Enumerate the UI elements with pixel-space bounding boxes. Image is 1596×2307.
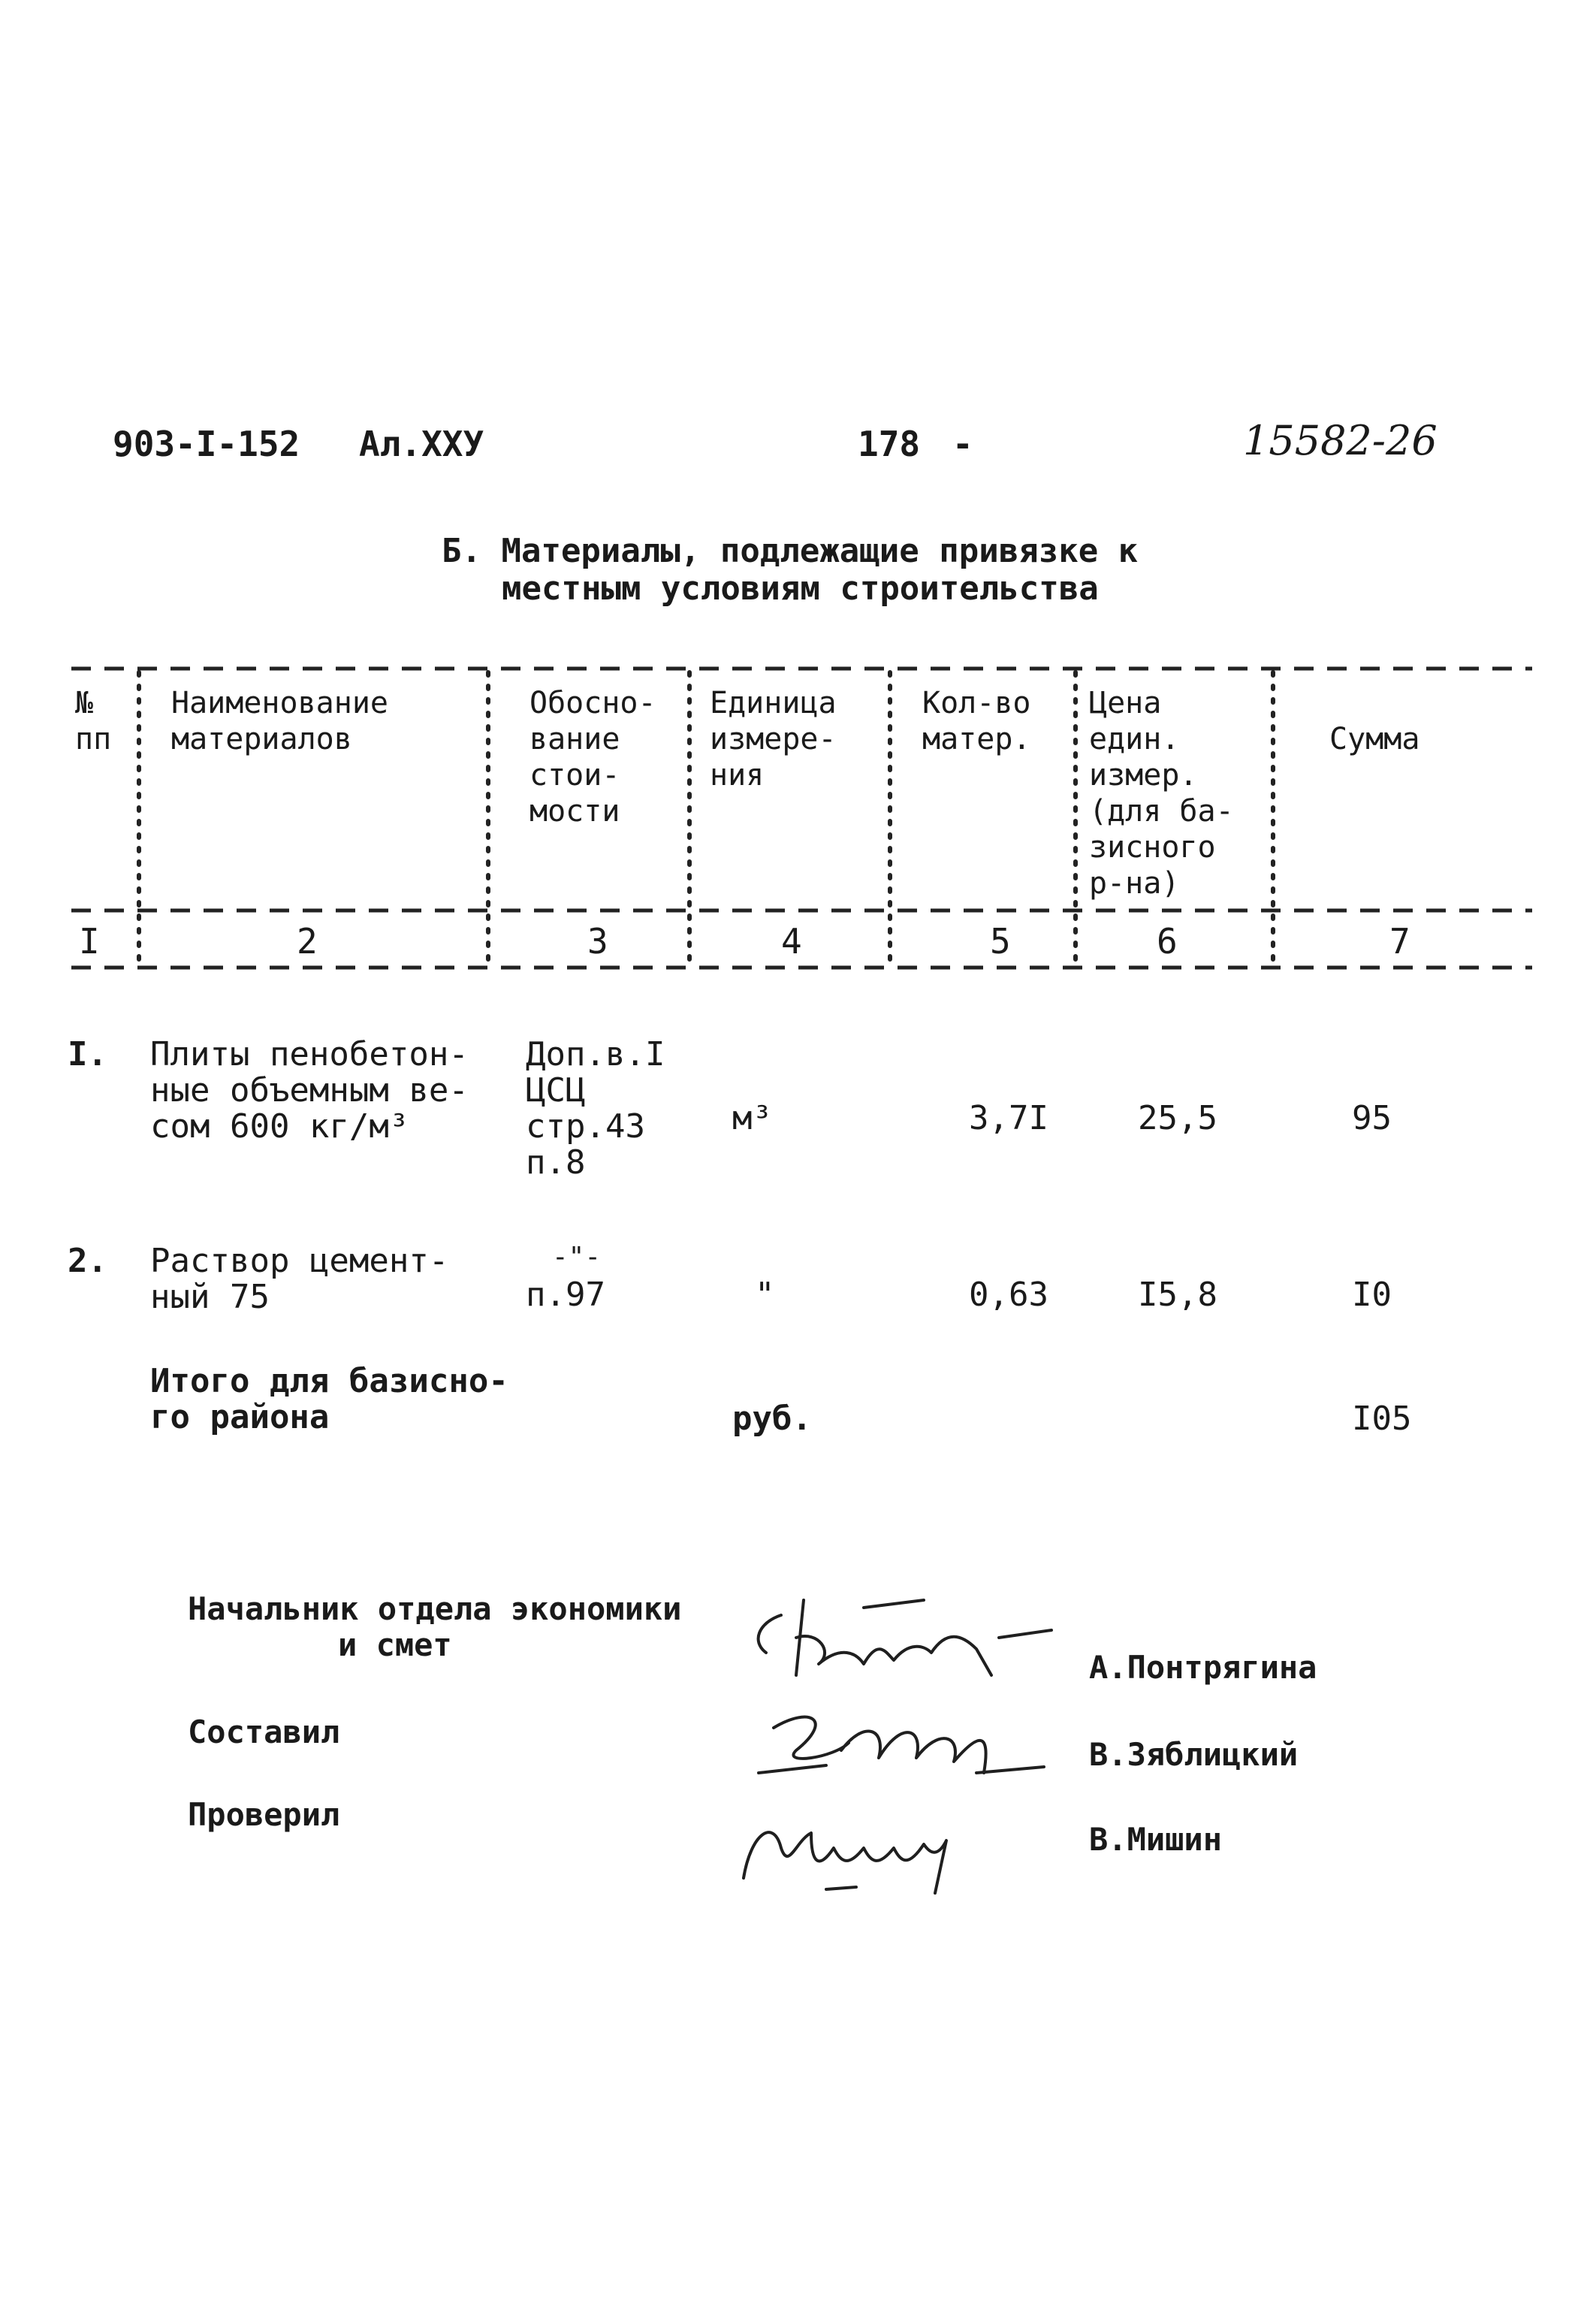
- ditto-mark: -"-: [552, 1242, 602, 1273]
- header-dash: -: [952, 424, 973, 464]
- col-header-basis: Обосно- вание стои- мости: [529, 686, 656, 829]
- col-number-6: 6: [1157, 921, 1178, 962]
- row-number: I.: [68, 1035, 107, 1073]
- doc-code: 903-I-152: [113, 424, 300, 464]
- col-header-number: № пп: [75, 686, 112, 756]
- col-header-sum: Сумма: [1329, 722, 1420, 756]
- unit-price: 25,5: [1138, 1099, 1217, 1137]
- material-name: Раствор цемент- ный 75: [150, 1242, 449, 1316]
- signer-role: Составил: [188, 1714, 340, 1750]
- cost-basis: п.97: [526, 1276, 605, 1314]
- sum: 95: [1352, 1099, 1392, 1137]
- quantity: 3,7I: [969, 1099, 1048, 1137]
- col-number-4: 4: [781, 921, 802, 962]
- col-header-unit-price: Цена един. измер. (для ба- зисного р-на): [1089, 686, 1234, 901]
- total-unit: руб.: [732, 1400, 812, 1438]
- cost-basis: Доп.в.I ЦСЦ стр.43 п.8: [526, 1035, 665, 1182]
- signature-mishin: [744, 1832, 946, 1893]
- col-header-quantity: Кол-во матер.: [922, 686, 1031, 756]
- quantity: 0,63: [969, 1276, 1048, 1314]
- col-number-2: 2: [297, 921, 318, 962]
- col-number-1: I: [79, 921, 100, 962]
- total-label: Итого для базисно- го района: [150, 1362, 508, 1436]
- unit-price: I5,8: [1138, 1276, 1217, 1314]
- row-number: 2.: [68, 1242, 107, 1280]
- inventory-number: 15582-26: [1243, 417, 1438, 464]
- section-title-line2: местным условиям строительства: [502, 569, 1099, 608]
- section-title-line1: Б. Материалы, подлежащие привязке к: [442, 532, 1139, 570]
- page-number: 178: [858, 424, 921, 464]
- col-header-unit: Единица измере- ния: [710, 686, 837, 793]
- album-number: Ал.XXУ: [359, 424, 484, 464]
- signature-pontryagina: [759, 1600, 1051, 1675]
- signer-role: Проверил: [188, 1796, 340, 1833]
- col-number-7: 7: [1389, 921, 1410, 962]
- signer-role: Начальник отдела экономики и смет: [188, 1590, 682, 1663]
- signer-name: В.Зяблицкий: [1089, 1736, 1299, 1773]
- material-name: Плиты пенобетон- ные объемным ве- сом 600 кг/м³: [150, 1035, 469, 1146]
- signer-name: А.Понтрягина: [1089, 1649, 1317, 1686]
- col-number-5: 5: [990, 921, 1011, 962]
- total-sum: I05: [1352, 1400, 1412, 1438]
- col-header-name: Наименование материалов: [171, 686, 388, 756]
- sum: I0: [1352, 1276, 1392, 1314]
- signature-zyablitsky: [759, 1717, 1044, 1773]
- signer-name: В.Мишин: [1089, 1821, 1223, 1858]
- col-number-3: 3: [587, 921, 608, 962]
- unit: м³: [732, 1099, 772, 1137]
- unit: ": [755, 1276, 775, 1314]
